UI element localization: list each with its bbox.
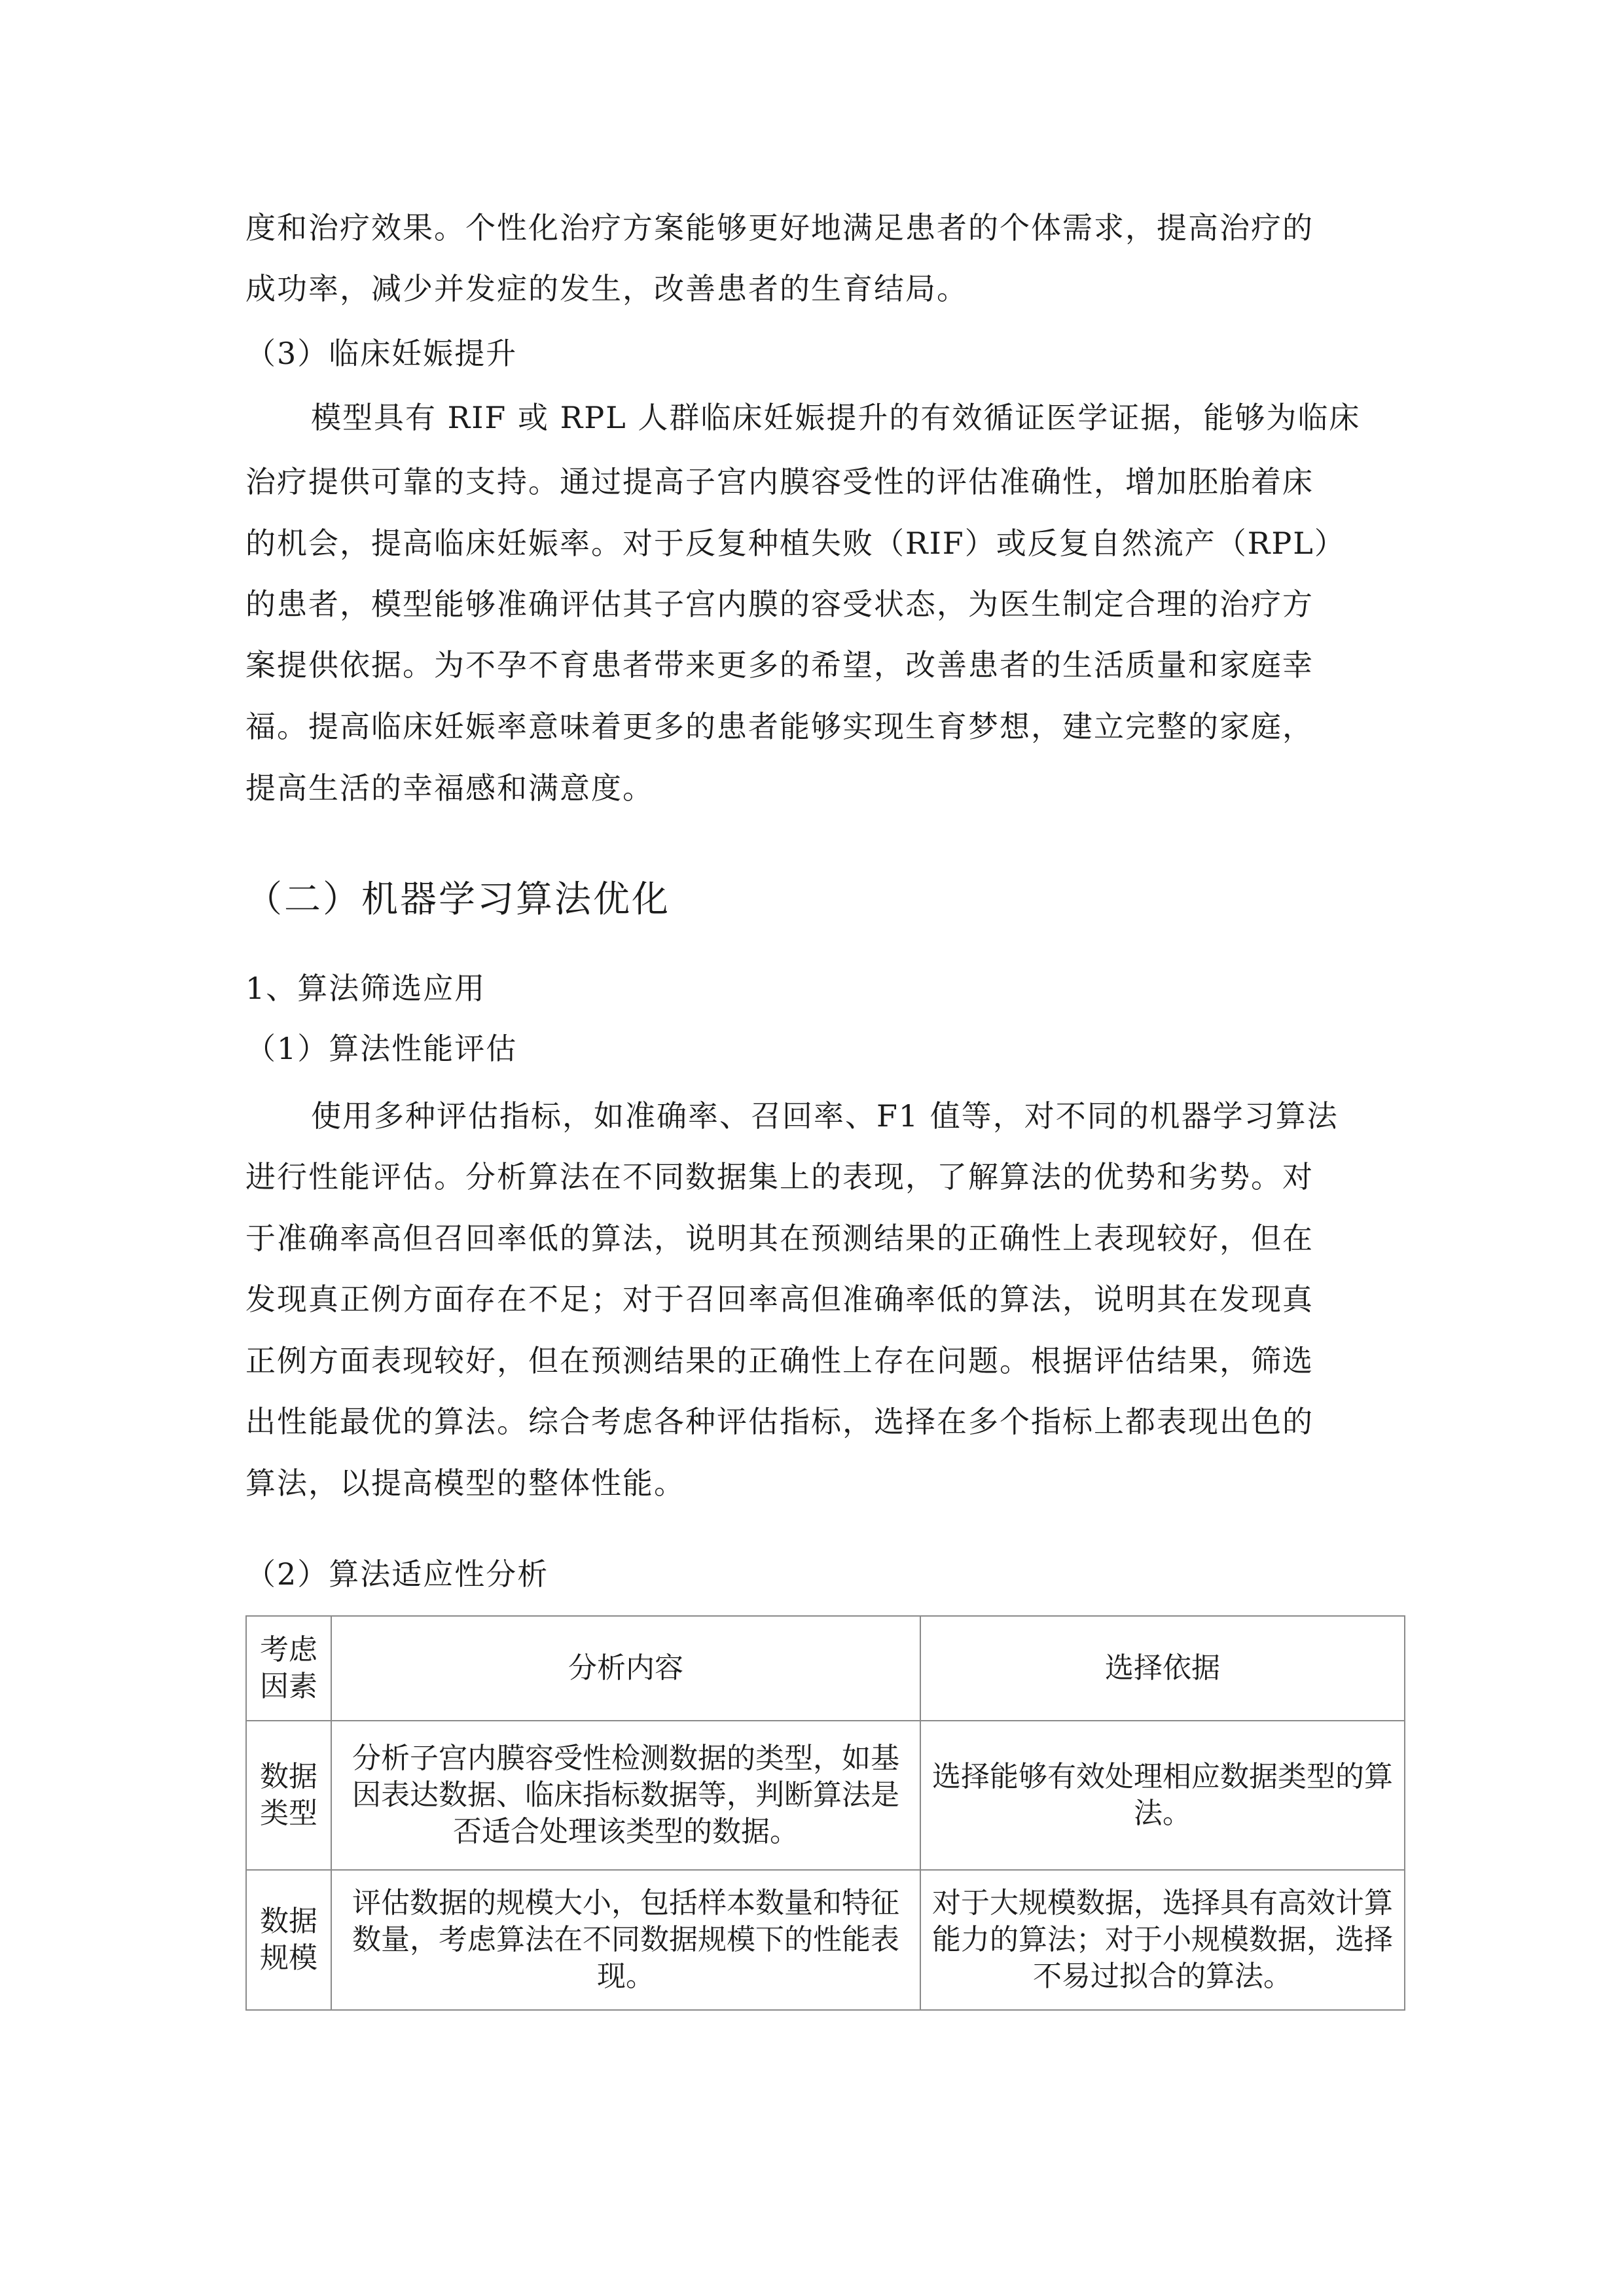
paragraph-line: 治疗提供可靠的支持。通过提高子宫内膜容受性的评估准确性，增加胚胎着床 — [245, 464, 1314, 499]
paragraph-line: 福。提高临床妊娠率意味着更多的患者能够实现生育梦想，建立完整的家庭， — [245, 709, 1314, 744]
paragraph-line: 案提供依据。为不孕不育患者带来更多的希望，改善患者的生活质量和家庭幸 — [245, 647, 1314, 683]
table-cell-basis: 选择能够有效处理相应数据类型的算法。 — [920, 1721, 1405, 1870]
paragraph-line: 算法，以提高模型的整体性能。 — [245, 1465, 685, 1501]
table-row — [246, 1870, 1405, 2010]
table-header-cell: 选择依据 — [920, 1616, 1405, 1721]
table-header-row — [246, 1616, 1405, 1721]
paragraph-line: 发现真正例方面存在不足；对于召回率高但准确率低的算法，说明其在发现真 — [245, 1282, 1314, 1317]
table-cell-basis: 对于大规模数据，选择具有高效计算能力的算法；对于小规模数据，选择不易过拟合的算法。 — [920, 1870, 1405, 2010]
paragraph-line: 提高生活的幸福感和满意度。 — [245, 770, 654, 806]
paragraph-line: 的机会，提高临床妊娠率。对于反复种植失败（RIF）或反复自然流产（RPL） — [245, 526, 1346, 561]
paragraph-line: 进行性能评估。分析算法在不同数据集上的表现，了解算法的优势和劣势。对 — [245, 1159, 1314, 1194]
paragraph-line: 使用多种评估指标，如准确率、召回率、F1 值等，对不同的机器学习算法 — [311, 1098, 1339, 1134]
paragraph-line: 于准确率高但召回率低的算法，说明其在预测结果的正确性上表现较好，但在 — [245, 1221, 1314, 1256]
table-cell-content: 分析子宫内膜容受性检测数据的类型，如基因表达数据、临床指标数据等，判断算法是否适合处理该类型的数据。 — [331, 1721, 920, 1870]
table-cell-factor: 数据类型 — [246, 1721, 331, 1870]
paragraph-line: 出性能最优的算法。综合考虑各种评估指标，选择在多个指标上都表现出色的 — [245, 1404, 1314, 1439]
subheading-algorithm-evaluation: （1）算法性能评估 — [245, 1031, 518, 1066]
paragraph-line: 度和治疗效果。个性化治疗方案能够更好地满足患者的个体需求，提高治疗的 — [245, 210, 1314, 245]
table-header-cell: 分析内容 — [331, 1616, 920, 1721]
paragraph-line: 成功率，减少并发症的发生，改善患者的生育结局。 — [245, 271, 968, 306]
section-title: （二）机器学习算法优化 — [245, 878, 670, 921]
paragraph-line: 正例方面表现较好，但在预测结果的正确性上存在问题。根据评估结果，筛选 — [245, 1343, 1314, 1378]
table-row — [246, 1721, 1405, 1870]
paragraph-line: 模型具有 RIF 或 RPL 人群临床妊娠提升的有效循证医学证据，能够为临床 — [311, 400, 1361, 435]
table-cell-content: 评估数据的规模大小，包括样本数量和特征数量，考虑算法在不同数据规模下的性能表现。 — [331, 1870, 920, 2010]
adaptability-table — [245, 1615, 1405, 2011]
paragraph-line: 的患者，模型能够准确评估其子宫内膜的容受状态，为医生制定合理的治疗方 — [245, 586, 1314, 622]
subheading-clinical-pregnancy: （3）临床妊娠提升 — [245, 336, 518, 371]
table-header-cell: 考虑因素 — [246, 1616, 331, 1721]
subheading-algorithm-adaptability: （2）算法适应性分析 — [245, 1556, 549, 1592]
subheading-algorithm-screening: 1、算法筛选应用 — [245, 971, 486, 1006]
table-cell-factor: 数据规模 — [246, 1870, 331, 2010]
